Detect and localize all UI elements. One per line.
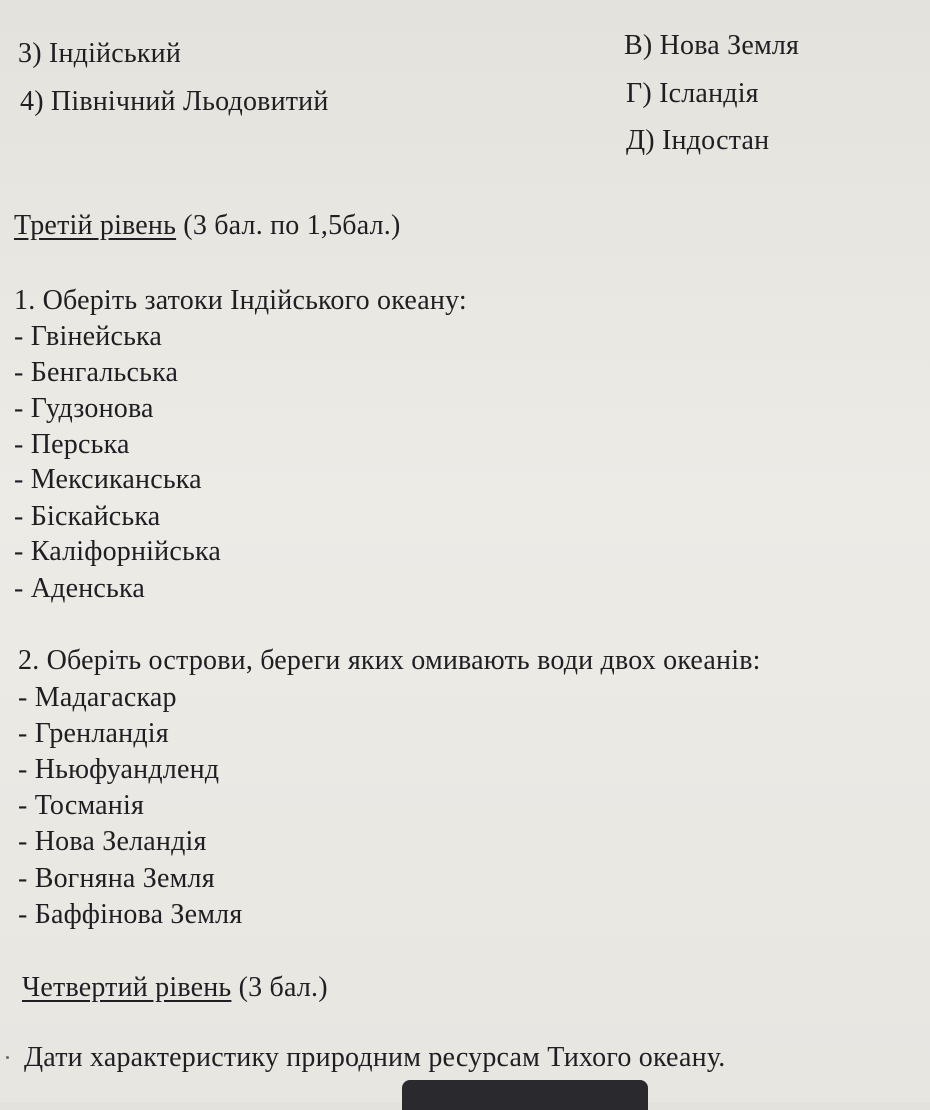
- q2-option: - Ньюфуандленд: [18, 754, 220, 785]
- margin-mark: [6, 1056, 9, 1059]
- q1-option: - Гвінейська: [14, 321, 163, 352]
- q2-option: - Гренландія: [18, 718, 169, 749]
- option-item-g: Г) Ісландія: [626, 78, 759, 109]
- level3-points: (3 бал. по 1,5бал.): [176, 210, 401, 241]
- bottom-overlay-bar: [402, 1080, 648, 1110]
- question-2-title: 2. Оберіть острови, береги яких омивають води двох океанів:: [18, 645, 761, 676]
- q2-option: - Баффінова Земля: [18, 899, 243, 930]
- level4-task: Дати характеристику природним ресурсам Тихого океану.: [24, 1042, 726, 1073]
- q1-option: - Каліфорнійська: [14, 536, 221, 567]
- level4-heading: Четвертий рівень: [22, 972, 232, 1003]
- answer-item-3: 3) Індійський: [18, 38, 182, 69]
- q2-option: - Мадагаскар: [18, 682, 177, 713]
- q1-option: - Аденська: [14, 573, 146, 604]
- q2-option: - Нова Зеландія: [18, 826, 207, 857]
- level3-heading: Третій рівень: [14, 210, 177, 241]
- option-item-v: В) Нова Земля: [624, 30, 800, 61]
- q1-option: - Мексиканська: [14, 464, 202, 495]
- level4-points: (3 бал.): [231, 972, 328, 1003]
- question-1-title: 1. Оберіть затоки Індійського океану:: [14, 285, 467, 316]
- level3-heading-line: [14, 212, 401, 240]
- q1-option: - Біскайська: [14, 501, 161, 532]
- q2-option: - Тосманія: [18, 790, 145, 821]
- q1-option: - Перська: [14, 429, 130, 460]
- q1-option: - Бенгальська: [14, 357, 179, 388]
- level4-heading-line: [22, 974, 328, 1002]
- q2-option: - Вогняна Земля: [18, 863, 215, 894]
- q1-option: - Гудзонова: [14, 393, 154, 424]
- answer-item-4: 4) Північний Льодовитий: [20, 86, 329, 117]
- option-item-d: Д) Індостан: [626, 125, 770, 156]
